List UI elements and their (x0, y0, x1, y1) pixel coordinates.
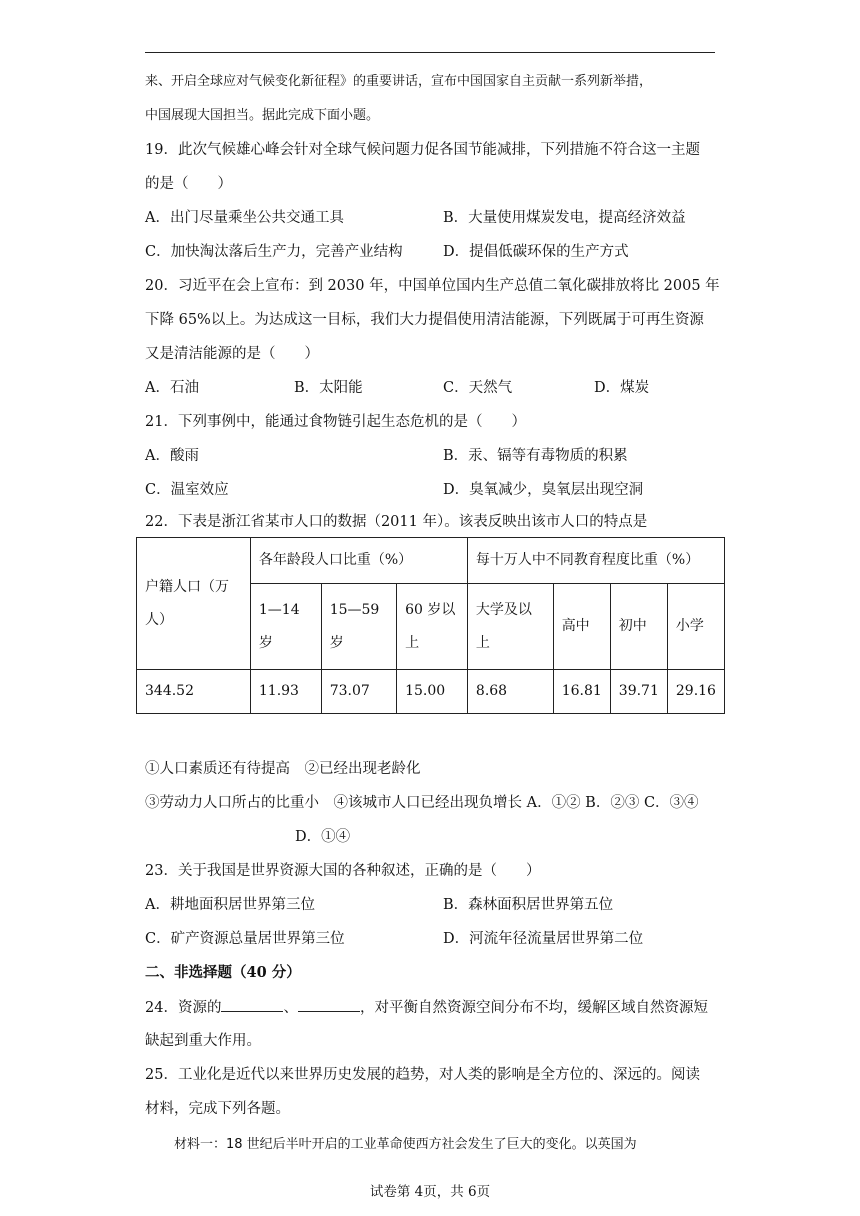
cell-population: 344.52 (137, 670, 251, 714)
q20-option-b: B．太阳能 (294, 380, 363, 396)
q21-stem: 21．下列事例中，能通过食物链引起生态危机的是（ ） (145, 414, 526, 430)
q19-stem-line-2: 的是（ ） (145, 176, 232, 192)
q22-option-d: D．①④ (295, 829, 351, 845)
q19-option-d: D．提倡低碳环保的生产方式 (443, 244, 629, 260)
q23-option-c: C．矿产资源总量居世界第三位 (145, 931, 345, 947)
header-education-group: 每十万人中不同教育程度比重（%） (467, 538, 724, 584)
q20-stem-line-3: 又是清洁能源的是（ ） (145, 346, 319, 362)
q19-option-c: C．加快淘汰落后生产力，完善产业结构 (145, 244, 403, 260)
q23-option-a: A．耕地面积居世界第三位 (145, 897, 315, 913)
q24-blank-1[interactable] (221, 997, 283, 1012)
q24-separator: 、 (283, 1000, 298, 1016)
q22-items-line-2: ③劳动力人口所占的比重小 ④该城市人口已经出现负增长 A．①② B．②③ C．③④ (145, 795, 699, 811)
cell-age-15-59: 73.07 (321, 670, 396, 714)
cell-edu-middle-school: 39.71 (610, 670, 667, 714)
header-age-60-plus: 60 岁以上 (397, 584, 468, 670)
intro-line-1: 来、开启全球应对气候变化新征程》的重要讲话，宣布中国国家自主贡献一系列新举措， (145, 74, 653, 89)
q25-material-1: 材料一：18 世纪后半叶开启的工业革命使西方社会发生了巨大的变化。以英国为 (174, 1137, 637, 1152)
q20-option-c: C．天然气 (443, 380, 513, 396)
q20-stem-line-1: 20．习近平在会上宣布：到 2030 年，中国单位国内生产总值二氧化碳排放将比 2005 年 (145, 278, 720, 294)
q23-stem: 23．关于我国是世界资源大国的各种叙述，正确的是（ ） (145, 863, 541, 879)
header-edu-middle-school: 初中 (610, 584, 667, 670)
q19-stem-line-1: 19．此次气候雄心峰会针对全球气候问题力促各国节能减排，下列措施不符合这一主题 (145, 142, 700, 158)
population-table (136, 537, 725, 714)
q19-option-b: B．大量使用煤炭发电，提高经济效益 (443, 210, 686, 226)
q25-stem-line-2: 材料，完成下列各题。 (145, 1101, 290, 1117)
q21-option-d: D．臭氧减少，臭氧层出现空洞 (443, 482, 644, 498)
table-row (137, 670, 725, 714)
q23-option-d: D．河流年径流量居世界第二位 (443, 931, 644, 947)
cell-edu-high-school: 16.81 (553, 670, 610, 714)
header-edu-primary: 小学 (667, 584, 724, 670)
header-age-15-59: 15—59岁 (321, 584, 396, 670)
cell-edu-university: 8.68 (467, 670, 553, 714)
q24-text-part-2: ，对平衡自然资源空间分布不均，缓解区域自然资源短 (359, 1000, 708, 1016)
cell-age-1-14: 11.93 (250, 670, 321, 714)
header-edu-high-school: 高中 (553, 584, 610, 670)
q20-option-a: A．石油 (145, 380, 199, 396)
q20-option-d: D．煤炭 (594, 380, 650, 396)
q24-line-1 (145, 997, 708, 1018)
q21-option-c: C．温室效应 (145, 482, 229, 498)
q25-stem-line-1: 25．工业化是近代以来世界历史发展的趋势，对人类的影响是全方位的、深远的。阅读 (145, 1067, 700, 1083)
q24-text-part-1: 24．资源的 (145, 1000, 222, 1016)
page-footer: 试卷第 4页，共 6页 (369, 1184, 491, 1200)
intro-line-2: 中国展现大国担当。据此完成下面小题。 (145, 108, 380, 123)
header-age-1-14: 1—14岁 (250, 584, 321, 670)
section-2-heading: 二、非选择题（40 分） (145, 964, 301, 981)
q23-option-b: B．森林面积居世界第五位 (443, 897, 614, 913)
q21-option-b: B．汞、镉等有毒物质的积累 (443, 448, 628, 464)
cell-edu-primary: 29.16 (667, 670, 724, 714)
q20-stem-line-2: 下降 65%以上。为达成这一目标，我们大力提倡使用清洁能源，下列既属于可再生资源 (145, 312, 704, 328)
q22-items-line-1: ①人口素质还有待提高 ②已经出现老龄化 (145, 761, 421, 777)
cell-age-60-plus: 15.00 (397, 670, 468, 714)
header-rule (145, 52, 715, 53)
q21-option-a: A．酸雨 (145, 448, 199, 464)
q22-stem: 22．下表是浙江省某市人口的数据（2011 年）。该表反映出该市人口的特点是 (145, 514, 648, 530)
header-edu-university: 大学及以上 (467, 584, 553, 670)
q24-blank-2[interactable] (298, 997, 360, 1012)
header-age-group: 各年龄段人口比重（%） (250, 538, 467, 584)
header-registered-population: 户籍人口（万人） (137, 538, 251, 670)
q24-line-2: 缺起到重大作用。 (145, 1033, 261, 1049)
q19-option-a: A．出门尽量乘坐公共交通工具 (145, 210, 344, 226)
